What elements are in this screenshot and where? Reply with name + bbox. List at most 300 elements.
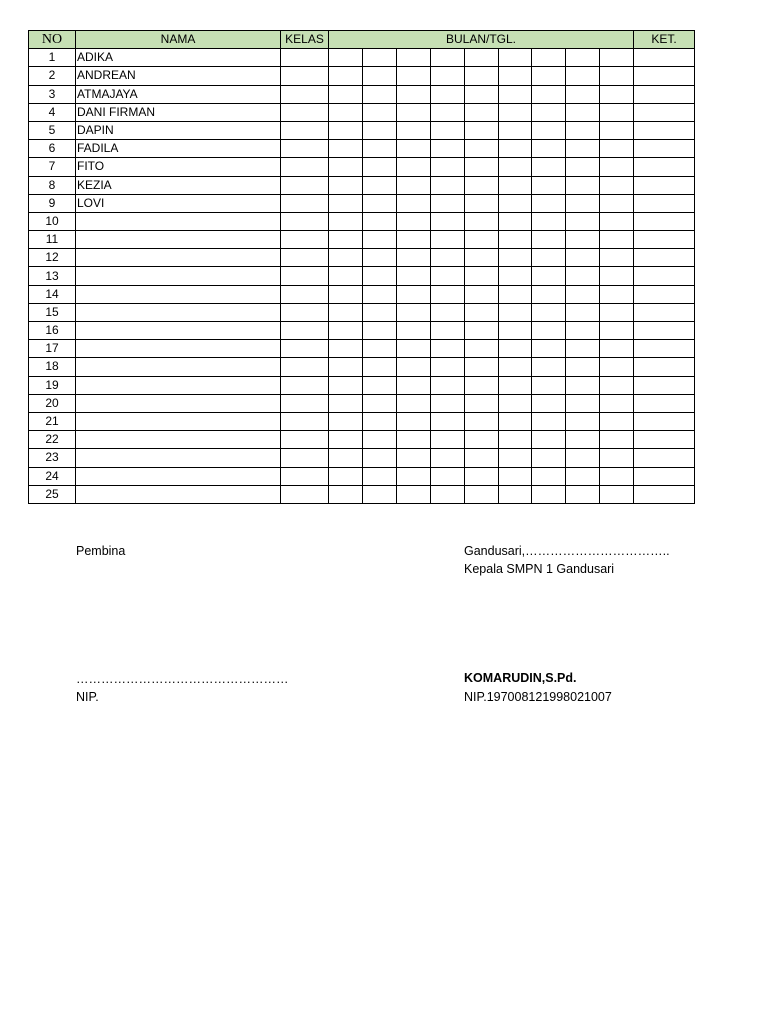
date-cell xyxy=(431,376,465,394)
date-cell xyxy=(600,267,634,285)
student-name xyxy=(76,212,281,230)
table-row xyxy=(29,449,695,467)
date-cell xyxy=(600,340,634,358)
ket-cell xyxy=(634,176,695,194)
ket-cell xyxy=(634,358,695,376)
date-cell xyxy=(600,358,634,376)
student-name xyxy=(76,467,281,485)
date-cell xyxy=(499,212,532,230)
date-cell xyxy=(465,467,499,485)
date-cell xyxy=(532,194,566,212)
date-cell xyxy=(397,249,431,267)
kelas-cell xyxy=(281,467,329,485)
date-cell xyxy=(431,303,465,321)
date-cell xyxy=(532,303,566,321)
date-cell xyxy=(600,85,634,103)
date-cell xyxy=(532,267,566,285)
date-cell xyxy=(329,303,363,321)
table-row xyxy=(29,412,695,430)
date-cell xyxy=(600,449,634,467)
student-name: KEZIA xyxy=(76,176,281,194)
date-cell xyxy=(499,467,532,485)
date-cell xyxy=(465,340,499,358)
date-cell xyxy=(499,303,532,321)
date-cell xyxy=(329,267,363,285)
date-cell xyxy=(329,449,363,467)
date-cell xyxy=(431,212,465,230)
ket-cell xyxy=(634,85,695,103)
table-row xyxy=(29,67,695,85)
date-cell xyxy=(465,322,499,340)
date-cell xyxy=(532,67,566,85)
date-cell xyxy=(499,231,532,249)
kelas-cell xyxy=(281,85,329,103)
ket-cell xyxy=(634,103,695,121)
date-cell xyxy=(532,85,566,103)
row-number: 10 xyxy=(29,212,76,230)
student-name: ANDREAN xyxy=(76,67,281,85)
date-cell xyxy=(499,267,532,285)
date-cell xyxy=(363,340,397,358)
date-cell xyxy=(431,85,465,103)
date-cell xyxy=(532,249,566,267)
date-cell xyxy=(329,358,363,376)
ket-cell xyxy=(634,412,695,430)
date-cell xyxy=(600,194,634,212)
date-cell xyxy=(465,485,499,503)
ket-cell xyxy=(634,212,695,230)
header-no: NO xyxy=(29,31,76,49)
date-cell xyxy=(329,67,363,85)
date-cell xyxy=(363,121,397,139)
header-kelas: KELAS xyxy=(281,31,329,49)
table-row xyxy=(29,285,695,303)
date-cell xyxy=(397,140,431,158)
row-number: 14 xyxy=(29,285,76,303)
date-cell xyxy=(329,121,363,139)
date-cell xyxy=(465,140,499,158)
date-cell xyxy=(600,49,634,67)
ket-cell xyxy=(634,322,695,340)
row-number: 11 xyxy=(29,231,76,249)
date-cell xyxy=(363,140,397,158)
row-number: 7 xyxy=(29,158,76,176)
date-cell xyxy=(363,194,397,212)
date-cell xyxy=(329,103,363,121)
date-cell xyxy=(329,431,363,449)
kelas-cell xyxy=(281,485,329,503)
date-cell xyxy=(397,67,431,85)
row-number: 5 xyxy=(29,121,76,139)
date-cell xyxy=(329,194,363,212)
student-name: FADILA xyxy=(76,140,281,158)
date-cell xyxy=(566,412,600,430)
kelas-cell xyxy=(281,303,329,321)
date-cell xyxy=(600,467,634,485)
student-name xyxy=(76,285,281,303)
table-row xyxy=(29,267,695,285)
table-row xyxy=(29,103,695,121)
date-cell xyxy=(566,394,600,412)
date-cell xyxy=(600,322,634,340)
kelas-cell xyxy=(281,376,329,394)
date-cell xyxy=(600,431,634,449)
date-cell xyxy=(465,85,499,103)
student-name xyxy=(76,249,281,267)
date-cell xyxy=(329,249,363,267)
date-cell xyxy=(397,49,431,67)
date-cell xyxy=(532,103,566,121)
pembina-signature-line: …………………………………………… xyxy=(76,672,289,686)
date-cell xyxy=(329,158,363,176)
row-number: 25 xyxy=(29,485,76,503)
date-cell xyxy=(600,485,634,503)
table-row xyxy=(29,376,695,394)
date-cell xyxy=(397,449,431,467)
table-row xyxy=(29,194,695,212)
date-cell xyxy=(532,285,566,303)
date-cell xyxy=(600,176,634,194)
ket-cell xyxy=(634,303,695,321)
date-cell xyxy=(499,49,532,67)
row-number: 21 xyxy=(29,412,76,430)
date-cell xyxy=(465,158,499,176)
date-cell xyxy=(397,431,431,449)
date-cell xyxy=(363,285,397,303)
date-cell xyxy=(566,267,600,285)
date-cell xyxy=(397,231,431,249)
date-cell xyxy=(499,322,532,340)
date-cell xyxy=(363,212,397,230)
date-cell xyxy=(363,158,397,176)
ket-cell xyxy=(634,431,695,449)
date-cell xyxy=(600,140,634,158)
date-cell xyxy=(329,176,363,194)
date-cell xyxy=(431,285,465,303)
date-cell xyxy=(397,121,431,139)
kelas-cell xyxy=(281,394,329,412)
student-name xyxy=(76,231,281,249)
kelas-cell xyxy=(281,212,329,230)
date-cell xyxy=(566,121,600,139)
table-row xyxy=(29,158,695,176)
kelas-cell xyxy=(281,340,329,358)
date-cell xyxy=(499,285,532,303)
date-cell xyxy=(499,103,532,121)
row-number: 17 xyxy=(29,340,76,358)
date-cell xyxy=(532,467,566,485)
date-cell xyxy=(431,176,465,194)
kelas-cell xyxy=(281,249,329,267)
date-cell xyxy=(465,176,499,194)
pembina-nip: NIP. xyxy=(76,690,99,704)
ket-cell xyxy=(634,485,695,503)
date-cell xyxy=(363,412,397,430)
date-cell xyxy=(397,176,431,194)
ket-cell xyxy=(634,49,695,67)
date-cell xyxy=(532,394,566,412)
student-name xyxy=(76,340,281,358)
date-cell xyxy=(566,140,600,158)
kelas-cell xyxy=(281,449,329,467)
date-cell xyxy=(499,340,532,358)
date-cell xyxy=(465,449,499,467)
date-cell xyxy=(431,267,465,285)
date-cell xyxy=(329,394,363,412)
date-cell xyxy=(363,322,397,340)
row-number: 13 xyxy=(29,267,76,285)
date-cell xyxy=(329,322,363,340)
date-cell xyxy=(397,412,431,430)
place-date: Gandusari,…………………………….. xyxy=(464,544,670,558)
date-cell xyxy=(600,412,634,430)
date-cell xyxy=(465,231,499,249)
header-ket: KET. xyxy=(634,31,695,49)
table-row xyxy=(29,467,695,485)
date-cell xyxy=(363,176,397,194)
table-row xyxy=(29,121,695,139)
date-cell xyxy=(363,267,397,285)
date-cell xyxy=(363,249,397,267)
date-cell xyxy=(566,467,600,485)
date-cell xyxy=(532,49,566,67)
date-cell xyxy=(600,103,634,121)
kelas-cell xyxy=(281,121,329,139)
date-cell xyxy=(431,431,465,449)
table-row xyxy=(29,231,695,249)
date-cell xyxy=(465,103,499,121)
student-name xyxy=(76,267,281,285)
kelas-cell xyxy=(281,322,329,340)
row-number: 1 xyxy=(29,49,76,67)
date-cell xyxy=(329,140,363,158)
kelas-cell xyxy=(281,140,329,158)
date-cell xyxy=(532,158,566,176)
date-cell xyxy=(363,394,397,412)
date-cell xyxy=(363,67,397,85)
date-cell xyxy=(600,212,634,230)
date-cell xyxy=(329,212,363,230)
date-cell xyxy=(397,194,431,212)
date-cell xyxy=(465,394,499,412)
student-name: DANI FIRMAN xyxy=(76,103,281,121)
kelas-cell xyxy=(281,412,329,430)
date-cell xyxy=(329,85,363,103)
student-name: FITO xyxy=(76,158,281,176)
ket-cell xyxy=(634,394,695,412)
date-cell xyxy=(499,85,532,103)
date-cell xyxy=(431,231,465,249)
student-name: LOVI xyxy=(76,194,281,212)
date-cell xyxy=(465,49,499,67)
date-cell xyxy=(397,285,431,303)
ket-cell xyxy=(634,285,695,303)
date-cell xyxy=(600,249,634,267)
row-number: 16 xyxy=(29,322,76,340)
date-cell xyxy=(566,49,600,67)
attendance-table xyxy=(28,30,695,504)
kelas-cell xyxy=(281,231,329,249)
date-cell xyxy=(566,194,600,212)
student-name xyxy=(76,431,281,449)
table-row xyxy=(29,358,695,376)
date-cell xyxy=(532,322,566,340)
date-cell xyxy=(431,467,465,485)
date-cell xyxy=(600,285,634,303)
header-bulan-tgl: BULAN/TGL. xyxy=(329,31,634,49)
student-name xyxy=(76,394,281,412)
pembina-label: Pembina xyxy=(76,544,126,558)
row-number: 12 xyxy=(29,249,76,267)
date-cell xyxy=(499,394,532,412)
date-cell xyxy=(363,85,397,103)
table-row xyxy=(29,249,695,267)
table-row xyxy=(29,394,695,412)
principal-title: Kepala SMPN 1 Gandusari xyxy=(464,562,615,576)
date-cell xyxy=(431,249,465,267)
principal-nip: NIP.197008121998021007 xyxy=(464,690,612,704)
date-cell xyxy=(532,176,566,194)
date-cell xyxy=(600,121,634,139)
kelas-cell xyxy=(281,176,329,194)
date-cell xyxy=(431,485,465,503)
date-cell xyxy=(600,231,634,249)
date-cell xyxy=(600,158,634,176)
date-cell xyxy=(465,412,499,430)
row-number: 3 xyxy=(29,85,76,103)
date-cell xyxy=(532,376,566,394)
date-cell xyxy=(566,249,600,267)
date-cell xyxy=(397,303,431,321)
date-cell xyxy=(465,212,499,230)
kelas-cell xyxy=(281,358,329,376)
date-cell xyxy=(397,103,431,121)
kelas-cell xyxy=(281,431,329,449)
kelas-cell xyxy=(281,158,329,176)
row-number: 24 xyxy=(29,467,76,485)
ket-cell xyxy=(634,67,695,85)
date-cell xyxy=(465,67,499,85)
date-cell xyxy=(532,449,566,467)
date-cell xyxy=(566,449,600,467)
date-cell xyxy=(600,67,634,85)
row-number: 4 xyxy=(29,103,76,121)
ket-cell xyxy=(634,194,695,212)
table-row xyxy=(29,140,695,158)
date-cell xyxy=(499,358,532,376)
date-cell xyxy=(499,431,532,449)
date-cell xyxy=(329,49,363,67)
table-row xyxy=(29,322,695,340)
table-row xyxy=(29,49,695,67)
date-cell xyxy=(431,358,465,376)
date-cell xyxy=(363,431,397,449)
date-cell xyxy=(329,340,363,358)
date-cell xyxy=(566,67,600,85)
student-name xyxy=(76,303,281,321)
date-cell xyxy=(363,49,397,67)
ket-cell xyxy=(634,231,695,249)
date-cell xyxy=(431,194,465,212)
row-number: 6 xyxy=(29,140,76,158)
date-cell xyxy=(431,158,465,176)
row-number: 18 xyxy=(29,358,76,376)
date-cell xyxy=(566,358,600,376)
table-row xyxy=(29,431,695,449)
ket-cell xyxy=(634,467,695,485)
date-cell xyxy=(465,303,499,321)
date-cell xyxy=(566,231,600,249)
date-cell xyxy=(431,103,465,121)
date-cell xyxy=(566,212,600,230)
table-row xyxy=(29,176,695,194)
date-cell xyxy=(532,358,566,376)
student-name xyxy=(76,322,281,340)
date-cell xyxy=(431,412,465,430)
date-cell xyxy=(397,158,431,176)
ket-cell xyxy=(634,376,695,394)
date-cell xyxy=(431,340,465,358)
student-name: DAPIN xyxy=(76,121,281,139)
date-cell xyxy=(397,376,431,394)
date-cell xyxy=(532,212,566,230)
date-cell xyxy=(566,158,600,176)
date-cell xyxy=(465,249,499,267)
date-cell xyxy=(397,322,431,340)
kelas-cell xyxy=(281,49,329,67)
date-cell xyxy=(566,85,600,103)
date-cell xyxy=(397,485,431,503)
date-cell xyxy=(397,467,431,485)
date-cell xyxy=(499,67,532,85)
date-cell xyxy=(566,285,600,303)
row-number: 20 xyxy=(29,394,76,412)
ket-cell xyxy=(634,267,695,285)
kelas-cell xyxy=(281,285,329,303)
date-cell xyxy=(465,285,499,303)
row-number: 9 xyxy=(29,194,76,212)
date-cell xyxy=(532,231,566,249)
date-cell xyxy=(566,103,600,121)
date-cell xyxy=(431,394,465,412)
date-cell xyxy=(397,394,431,412)
date-cell xyxy=(499,376,532,394)
kelas-cell xyxy=(281,103,329,121)
date-cell xyxy=(499,194,532,212)
date-cell xyxy=(465,376,499,394)
date-cell xyxy=(431,49,465,67)
date-cell xyxy=(363,485,397,503)
student-name: ADIKA xyxy=(76,49,281,67)
date-cell xyxy=(499,158,532,176)
date-cell xyxy=(363,358,397,376)
date-cell xyxy=(465,194,499,212)
date-cell xyxy=(363,103,397,121)
ket-cell xyxy=(634,158,695,176)
kelas-cell xyxy=(281,267,329,285)
student-name xyxy=(76,358,281,376)
ket-cell xyxy=(634,340,695,358)
date-cell xyxy=(431,140,465,158)
date-cell xyxy=(532,485,566,503)
table-row xyxy=(29,303,695,321)
student-name xyxy=(76,485,281,503)
date-cell xyxy=(329,231,363,249)
date-cell xyxy=(431,449,465,467)
student-name xyxy=(76,449,281,467)
date-cell xyxy=(397,85,431,103)
row-number: 8 xyxy=(29,176,76,194)
